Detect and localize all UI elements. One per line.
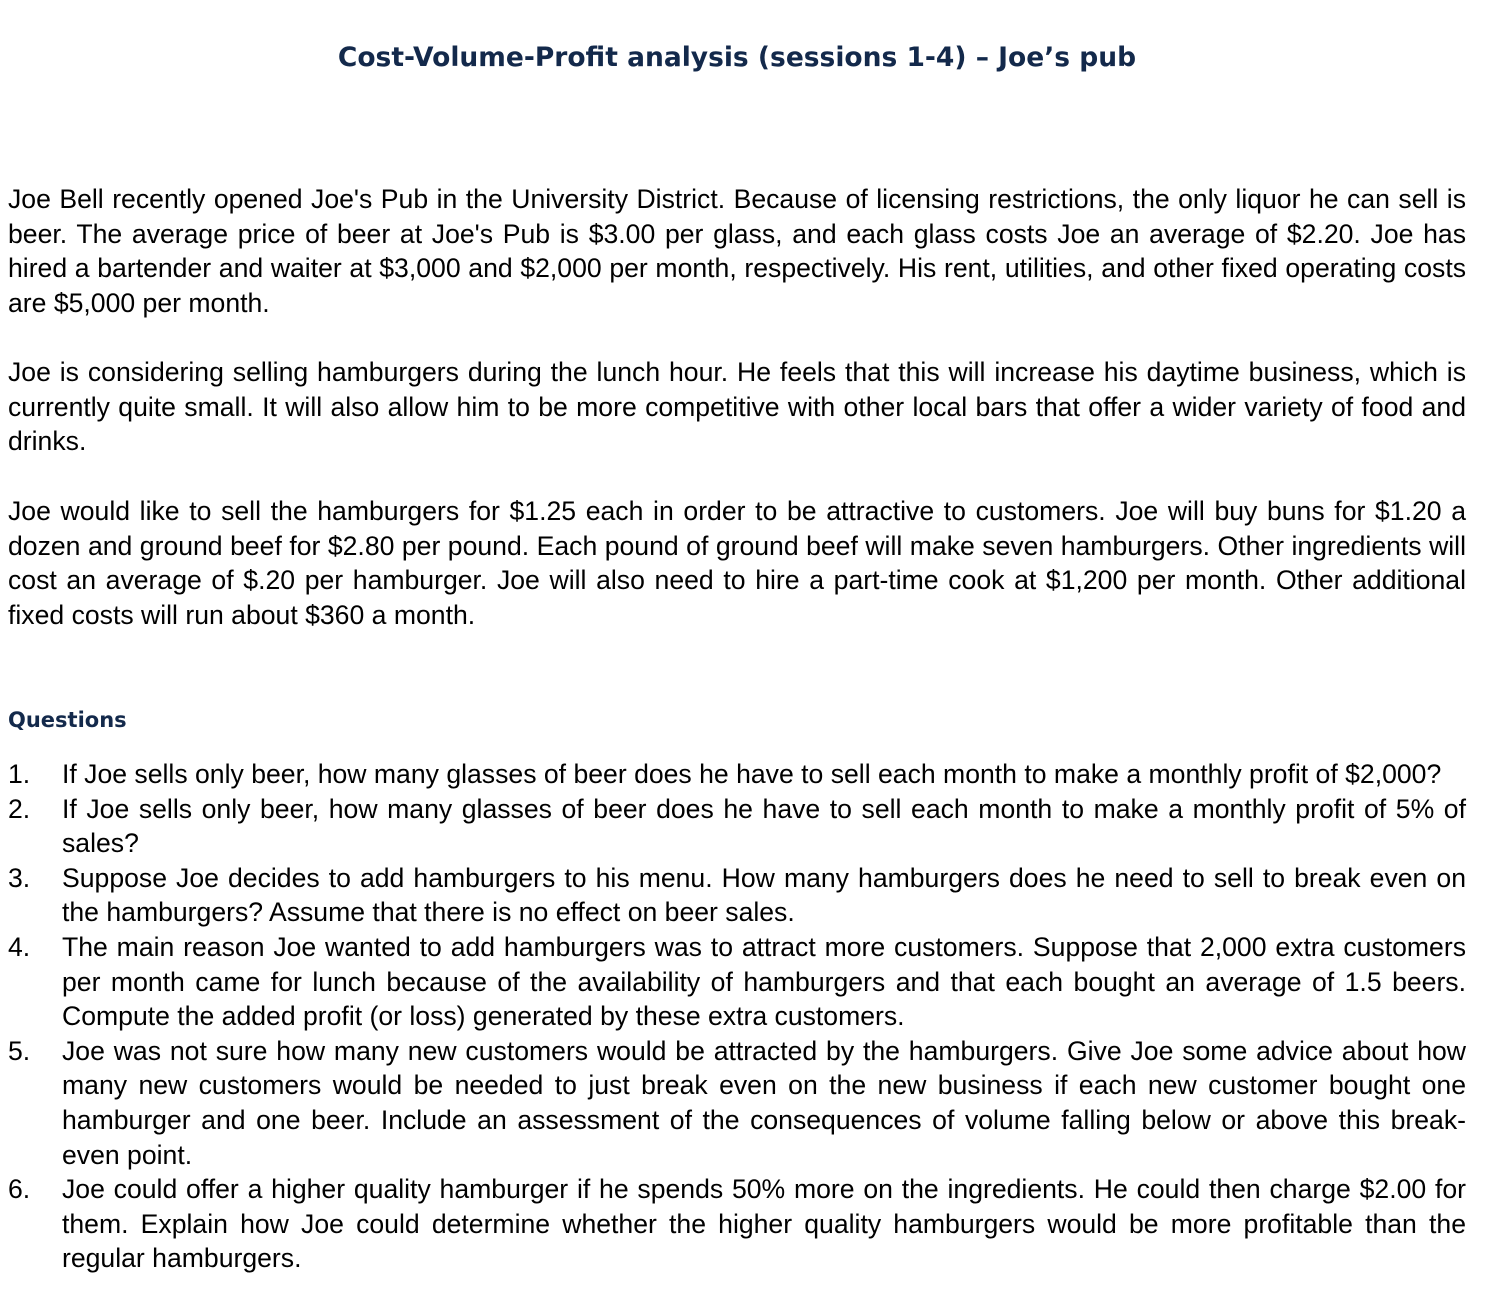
question-number: 1. <box>8 759 31 789</box>
question-item <box>8 1172 1466 1276</box>
questions-list <box>8 757 1466 1276</box>
question-number: 3. <box>8 862 31 893</box>
question-text: Suppose Joe decides to add hamburgers to his menu. How many hamburgers does he need to sell to break even on the hamburgers? Assume that there is no effect on beer sales. <box>62 862 1466 928</box>
question-text: Joe could offer a higher quality hamburger if he spends 50% more on the ingredients. He could then charge $2.00 for them. Explain how Joe could determine whether the higher quality hamburgers would be more profitable than the regular hamburgers. <box>62 1174 1466 1274</box>
question-number: 6. <box>8 1174 31 1205</box>
question-number: 4. <box>8 931 31 962</box>
question-text: If Joe sells only beer, how many glasses of beer does he have to sell each month to make a monthly profit of 5% of sales? <box>62 793 1466 859</box>
paragraph-hamburger-costs: Joe would like to sell the hamburgers for $1.25 each in order to be attractive to customers. Joe will buy buns for $1.20 a dozen and ground beef for $2.80 per pound. Each pound of ground beef will make seven hamburgers. Other ingredients will cost an average of $.20 per hamburger. Joe will also need to hire a part-time cook at $1,200 per month. Other additional fixed costs will run about $360 a month. <box>8 496 1466 630</box>
questions-heading: Questions <box>8 708 127 732</box>
document-title: Cost-Volume-Profit analysis (sessions 1-4) – Joe’s pub <box>337 42 1137 73</box>
question-item <box>8 1034 1466 1172</box>
paragraph-hamburger-plan: Joe is considering selling hamburgers during the lunch hour. He feels that this will increase his daytime business, which is currently quite small. It will also allow him to be more competitive with other local bars that offer a wider variety of food and drinks. <box>8 357 1466 457</box>
question-number: 2. <box>8 793 31 824</box>
question-number: 5. <box>8 1035 31 1066</box>
question-text: The main reason Joe wanted to add hamburgers was to attract more customers. Suppose that 2,000 extra customers per month came for lunch because of the availability of hamburgers and that each bought an average of 1.5 beers. Compute the added profit (or loss) generated by these extra customers. <box>62 931 1466 1032</box>
question-text: If Joe sells only beer, how many glasses of beer does he have to sell each month to make a monthly profit of $2,000? <box>62 759 1442 789</box>
question-item <box>8 792 1466 861</box>
question-item <box>8 861 1466 930</box>
question-item <box>8 757 1466 792</box>
question-item <box>8 930 1466 1034</box>
question-text: Joe was not sure how many new customers would be attracted by the hamburgers. Give Joe some advice about how many new customers would be needed to just break even on the new business if each new customer bought one hamburger and one beer. Include an assessment of the consequences of volume falling below or above this break-even point. <box>62 1035 1466 1170</box>
paragraph-intro: Joe Bell recently opened Joe's Pub in the University District. Because of licensing restrictions, the only liquor he can sell is beer. The average price of beer at Joe's Pub is $3.00 per glass, and each glass costs Joe an average of $2.20. Joe has hired a bartender and waiter at $3,000 and $2,000 per month, respectively. His rent, utilities, and other fixed operating costs are $5,000 per month. <box>8 184 1466 318</box>
